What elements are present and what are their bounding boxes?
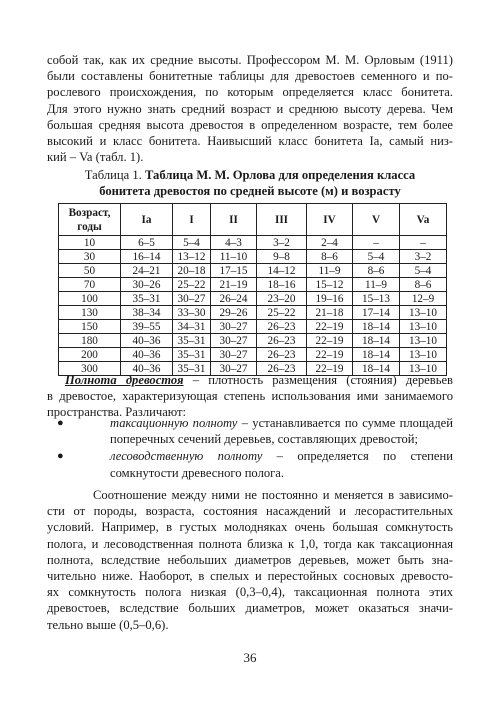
height-range-cell: 20–18	[173, 264, 211, 278]
height-range-cell: 30–27	[211, 320, 257, 334]
height-range-cell: 8–6	[353, 264, 400, 278]
height-range-cell: 3–2	[257, 236, 307, 250]
height-range-cell: 4–3	[211, 236, 257, 250]
intro-line: большая средняя высота древостоя в определенном возрасте, тем более	[47, 117, 453, 132]
height-range-cell: 38–34	[121, 306, 173, 320]
height-range-cell: 18–14	[353, 334, 400, 348]
age-cell: 10	[59, 236, 121, 250]
header-class: III	[257, 204, 307, 236]
page-number: 36	[243, 650, 257, 665]
height-range-cell: 13–10	[400, 362, 447, 376]
height-range-cell: 5–4	[353, 250, 400, 264]
table-row	[59, 236, 447, 250]
header-age-line1: Возраст,	[68, 206, 111, 219]
intro-line: были составлены бонитетные таблицы для древостоев семенного и по-	[47, 69, 453, 84]
age-cell: 200	[59, 348, 121, 362]
age-cell: 50	[59, 264, 121, 278]
intro-line: собой так, как их средние высоты. Профессором М. М. Орловым (1911)	[47, 53, 453, 67]
height-range-cell: 3–2	[400, 250, 447, 264]
height-range-cell: 25–22	[257, 306, 307, 320]
height-range-cell: 21–18	[307, 306, 353, 320]
age-cell: 100	[59, 292, 121, 306]
height-range-cell: 13–12	[173, 250, 211, 264]
table-row	[59, 348, 447, 362]
polnota-term: Полнота древостоя	[65, 373, 184, 387]
header-age-line2: годы	[77, 220, 102, 233]
height-range-cell: 19–16	[307, 292, 353, 306]
height-range-cell: 22–19	[307, 320, 353, 334]
height-range-cell: 26–23	[257, 362, 307, 376]
intro-line: высокий и класс бонитета. Наивысший класс бонитета Ia, самый низ-	[47, 134, 453, 149]
table-header-row	[59, 204, 447, 236]
polnota-line1-rest: – плотность размещения (стояния) деревьев	[183, 373, 453, 387]
height-range-cell: 40–36	[121, 348, 173, 362]
height-range-cell: 12–9	[400, 292, 447, 306]
height-range-cell: 11–9	[353, 278, 400, 292]
height-range-cell: 11–9	[307, 264, 353, 278]
height-range-cell: 30–27	[173, 292, 211, 306]
list-item-term: таксационную полноту	[110, 416, 238, 430]
header-class: II	[211, 204, 257, 236]
height-range-cell: 17–14	[353, 306, 400, 320]
bullet-icon: ●	[57, 417, 64, 429]
height-range-cell: 18–16	[257, 278, 307, 292]
table-row	[59, 264, 447, 278]
closing-line: ях сомкнутость полога низкая (0,3–0,4), таксационная полнота этих	[47, 585, 453, 600]
age-cell: 70	[59, 278, 121, 292]
height-range-cell: 11–10	[211, 250, 257, 264]
intro-line: рослевого происхождения, по которым определяется класс бонитета.	[47, 85, 453, 100]
list-item-text: – определяется по степени сомкнутости древесного полога.	[110, 449, 453, 480]
height-range-cell: 39–55	[121, 320, 173, 334]
height-range-cell: 26–23	[257, 348, 307, 362]
height-range-cell: 9–8	[257, 250, 307, 264]
header-class: IV	[307, 204, 353, 236]
intro-line: Для этого нужно знать средний возраст и среднюю высоту дерева. Чем	[47, 101, 453, 116]
height-range-cell: 5–4	[173, 236, 211, 250]
closing-line: полога, и лесоводственная полнота близка к 1,0, тогда как таксационная	[47, 536, 453, 551]
height-range-cell: 35–31	[173, 334, 211, 348]
height-range-cell: 23–20	[257, 292, 307, 306]
closing-line: условий. Например, в густых молодняках очень большая сомкнутость	[47, 520, 453, 535]
height-range-cell: 35–31	[173, 348, 211, 362]
height-range-cell: 24–21	[121, 264, 173, 278]
closing-paragraph	[47, 487, 453, 633]
height-range-cell: 15–12	[307, 278, 353, 292]
closing-line: тельно выше (0,5–0,6).	[47, 617, 169, 632]
table-row	[59, 250, 447, 264]
header-class: I	[173, 204, 211, 236]
table-row	[59, 292, 447, 306]
closing-line: чительно ниже. Наоборот, в спелых и перестойных сосновых древосто-	[47, 569, 453, 584]
height-range-cell: 34–31	[173, 320, 211, 334]
polnota-types-list	[47, 415, 453, 482]
header-class: Ia	[121, 204, 173, 236]
height-range-cell: 18–14	[353, 320, 400, 334]
height-range-cell: 22–19	[307, 348, 353, 362]
height-range-cell: 30–26	[121, 278, 173, 292]
table-row	[59, 278, 447, 292]
height-range-cell: 33–30	[173, 306, 211, 320]
height-range-cell: 5–4	[400, 264, 447, 278]
closing-line: сти от породы, возраста, состояния насаждений и лесорастительных	[47, 504, 453, 519]
caption-title-line2: бонитета древостоя по средней высоте (м) и возрасту	[99, 184, 401, 199]
caption-prefix: Таблица 1.	[84, 168, 142, 182]
polnota-line	[47, 372, 453, 388]
height-range-cell: 8–6	[400, 278, 447, 292]
height-range-cell: 21–19	[211, 278, 257, 292]
age-cell: 30	[59, 250, 121, 264]
height-range-cell: 35–31	[173, 362, 211, 376]
height-range-cell: 40–36	[121, 362, 173, 376]
age-cell: 300	[59, 362, 121, 376]
header-class: Va	[400, 204, 447, 236]
closing-line: Соотношение между ними не постоянно и меняется в зависимо-	[93, 488, 453, 502]
list-item-text: – устанавливается по сумме площадей поперечных сечений деревьев, составляющих древостой;	[110, 416, 453, 447]
height-range-cell: 22–19	[307, 362, 353, 376]
height-range-cell: 8–6	[307, 250, 353, 264]
height-range-cell: 6–5	[121, 236, 173, 250]
table-row	[59, 306, 447, 320]
caption-title-line1: Таблица М. М. Орлова для определения класса	[144, 168, 416, 182]
height-range-cell: 26–23	[257, 334, 307, 348]
intro-line: кий – Va (табл. 1).	[47, 150, 144, 165]
age-cell: 180	[59, 334, 121, 348]
height-range-cell: 26–23	[257, 320, 307, 334]
bonitet-table	[58, 203, 447, 376]
height-range-cell: 40–36	[121, 334, 173, 348]
polnota-line: пространства. Различают:	[47, 405, 187, 420]
age-cell: 130	[59, 306, 121, 320]
height-range-cell: 30–27	[211, 348, 257, 362]
height-range-cell: 17–15	[211, 264, 257, 278]
bullet-icon: ●	[57, 450, 64, 463]
list-item	[47, 448, 453, 480]
header-age	[59, 204, 121, 236]
table-row	[59, 320, 447, 334]
height-range-cell: 13–10	[400, 320, 447, 334]
list-item	[47, 415, 453, 447]
polnota-paragraph	[47, 372, 453, 421]
intro-paragraph	[47, 52, 453, 165]
closing-line: полнота, вследствие небольших диаметров деревьев, может быть зна-	[47, 552, 453, 567]
height-range-cell: 2–4	[307, 236, 353, 250]
height-range-cell: 30–27	[211, 362, 257, 376]
height-range-cell: 22–19	[307, 334, 353, 348]
table-row	[59, 334, 447, 348]
age-cell: 150	[59, 320, 121, 334]
height-range-cell: 35–31	[121, 292, 173, 306]
height-range-cell: 13–10	[400, 306, 447, 320]
header-class: V	[353, 204, 400, 236]
height-range-cell: 25–22	[173, 278, 211, 292]
height-range-cell: 29–26	[211, 306, 257, 320]
height-range-cell: 18–14	[353, 348, 400, 362]
height-range-cell: 13–10	[400, 348, 447, 362]
height-range-cell: 30–27	[211, 334, 257, 348]
height-range-cell: 18–14	[353, 362, 400, 376]
height-range-cell: 16–14	[121, 250, 173, 264]
height-range-cell: 15–13	[353, 292, 400, 306]
table-caption	[47, 167, 453, 199]
height-range-cell: –	[400, 236, 447, 250]
height-range-cell: 13–10	[400, 334, 447, 348]
closing-line: древостоев, вследствие больших диаметров, может оказаться значи-	[47, 601, 453, 616]
height-range-cell: 26–24	[211, 292, 257, 306]
list-item-term: лесоводственную полноту	[110, 449, 263, 464]
polnota-line: в древостое, характеризующая степень использования ими занимаемого	[47, 389, 453, 404]
height-range-cell: 14–12	[257, 264, 307, 278]
height-range-cell: –	[353, 236, 400, 250]
